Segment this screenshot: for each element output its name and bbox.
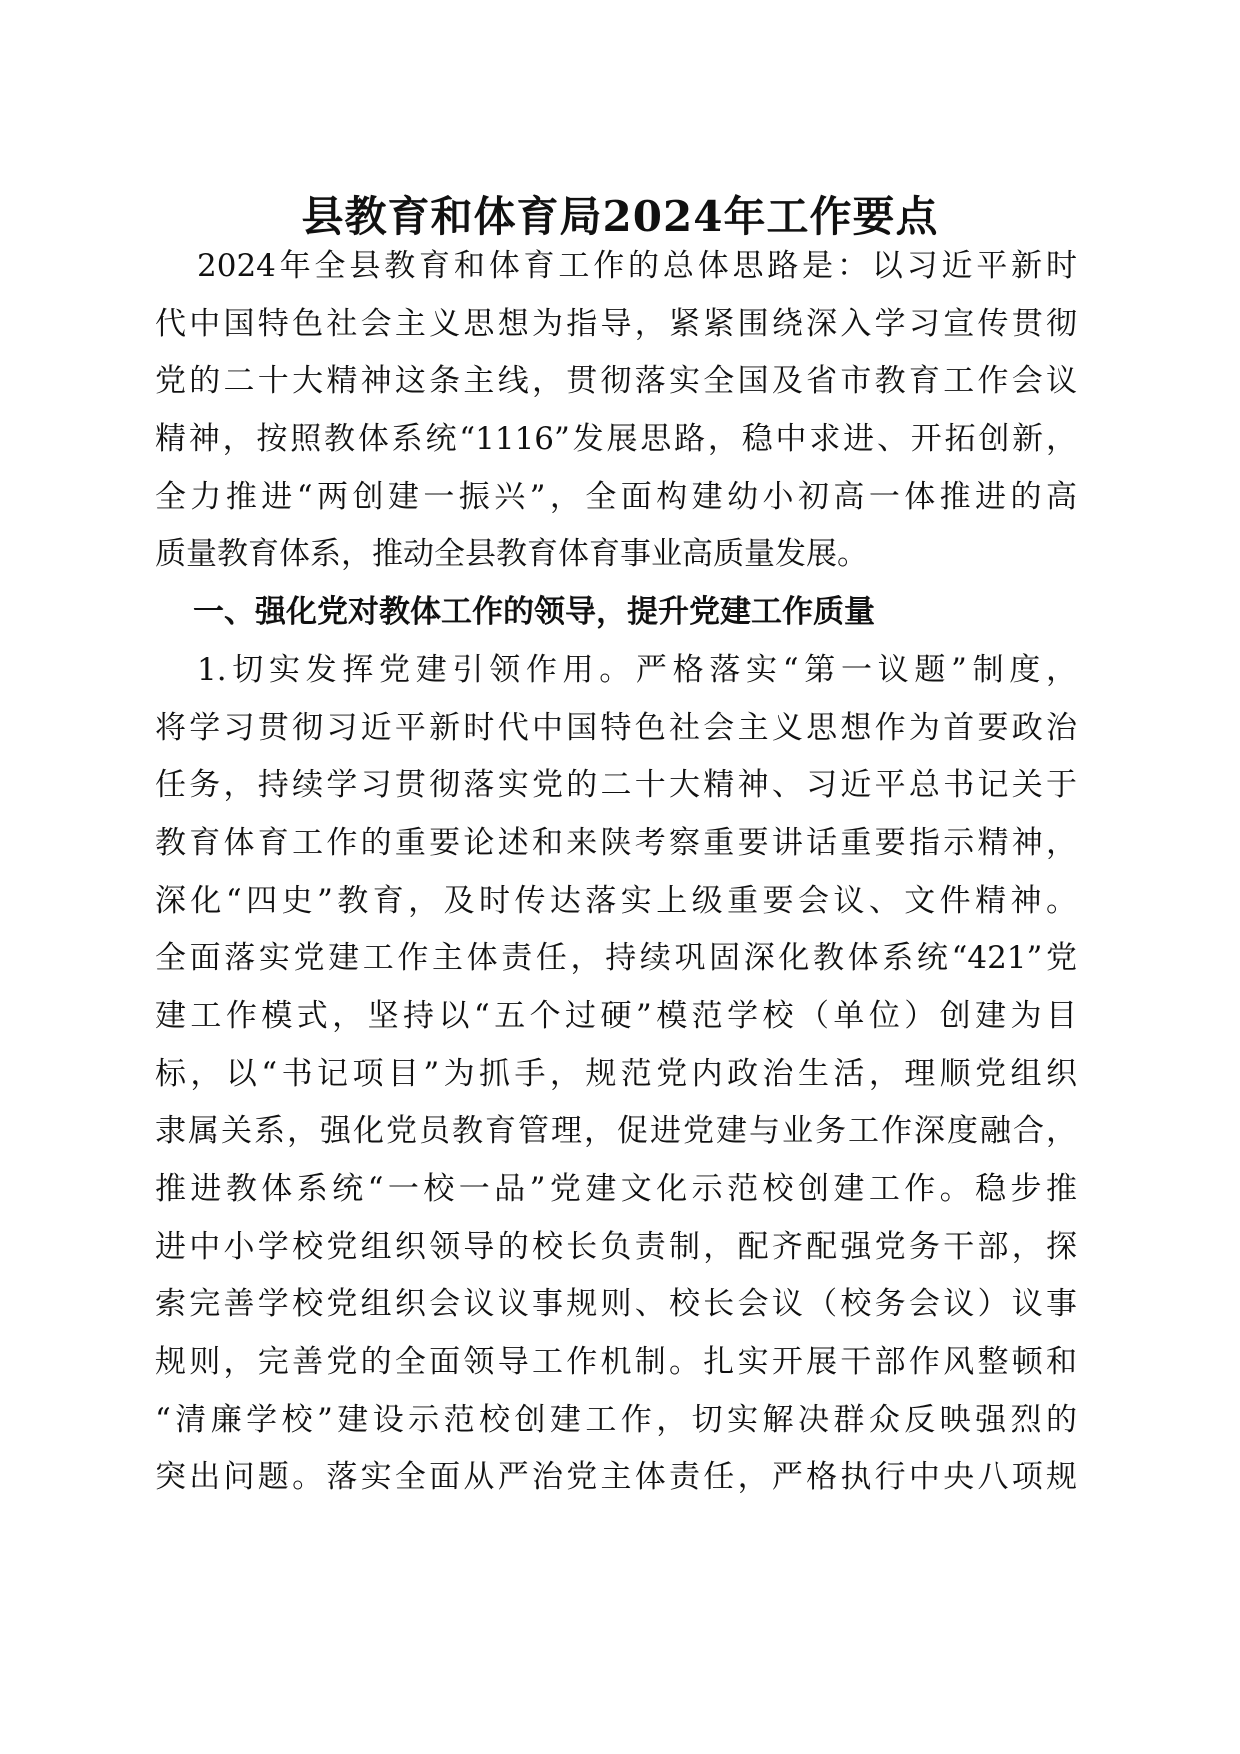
item1-paragraph-line: 深化“四史”教育，及时传达落实上级重要会议、文件精神。: [155, 882, 1077, 919]
item1-paragraph-line: 推进教体系统“一校一品”党建文化示范校创建工作。稳步推: [155, 1171, 1077, 1207]
item1-paragraph-line: 教育体育工作的重要论述和来陕考察重要讲话重要指示精神，: [155, 824, 1077, 861]
item1-paragraph-line: 隶属关系，强化党员教育管理，促进党建与业务工作深度融合，: [155, 1113, 1077, 1150]
intro-paragraph-line: 全力推进“两创建一振兴”，全面构建幼小初高一体推进的高: [155, 478, 1077, 515]
item1-paragraph-line: 全面落实党建工作主体责任，持续巩固深化教体系统“421”党: [155, 940, 1077, 977]
intro-paragraph-line: 2024年全县教育和体育工作的总体思路是：以习近平新时: [197, 248, 1077, 284]
item1-paragraph-line: 将学习贯彻习近平新时代中国特色社会主义思想作为首要政治: [155, 709, 1077, 746]
intro-paragraph-line: 代中国特色社会主义思想为指导，紧紧围绕深入学习宣传贯彻: [155, 305, 1077, 342]
item1-paragraph-line: “清廉学校”建设示范校创建工作，切实解决群众反映强烈的: [155, 1401, 1077, 1438]
intro-paragraph-line: 党的二十大精神这条主线，贯彻落实全国及省市教育工作会议: [155, 363, 1077, 400]
item1-paragraph-line: 规则，完善党的全面领导工作机制。扎实开展干部作风整顿和: [155, 1344, 1077, 1381]
item1-paragraph-line: 标，以“书记项目”为抓手，规范党内政治生活，理顺党组织: [155, 1055, 1077, 1092]
document-title: 县教育和体育局2024年工作要点: [301, 192, 939, 241]
section-heading: 一、强化党对教体工作的领导，提升党建工作质量: [193, 594, 875, 631]
item1-paragraph-line: 索完善学校党组织会议议事规则、校长会议（校务会议）议事: [155, 1286, 1077, 1323]
intro-paragraph-line: 精神，按照教体系统“1116”发展思路，稳中求进、开拓创新，: [155, 421, 1077, 458]
item1-paragraph-line: 建工作模式，坚持以“五个过硬”模范学校（单位）创建为目: [155, 997, 1077, 1034]
item1-paragraph-line: 1.切实发挥党建引领作用。严格落实“第一议题”制度，: [197, 651, 1077, 688]
item1-paragraph-line: 进中小学校党组织领导的校长负责制，配齐配强党务干部，探: [155, 1228, 1077, 1265]
intro-paragraph-line: 质量教育体系，推动全县教育体育事业高质量发展。: [155, 536, 868, 573]
item1-paragraph-line: 突出问题。落实全面从严治党主体责任，严格执行中央八项规: [155, 1459, 1077, 1496]
document-body: [155, 241, 1077, 1510]
item1-paragraph-line: 任务，持续学习贯彻落实党的二十大精神、习近平总书记关于: [155, 767, 1077, 804]
